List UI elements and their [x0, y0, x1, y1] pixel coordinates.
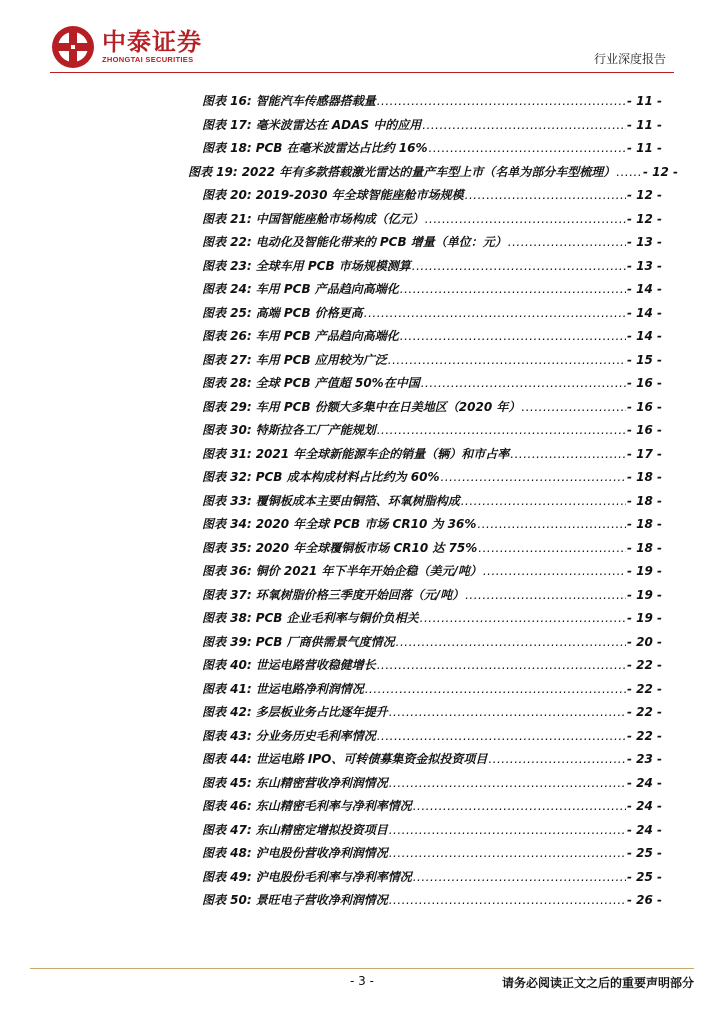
toc-entry-title: 世运电路营收稳健增长	[255, 658, 376, 672]
toc-entry-page: - 25 -	[626, 846, 662, 860]
toc-entry-title: 世运电路 IPO、可转债募集资金拟投资项目	[255, 752, 488, 766]
toc-leader-dots	[377, 423, 626, 437]
toc-entry-title: 2020 年全球 PCB 市场 CR10 为 36%	[255, 517, 477, 531]
toc-entry-number: 图表 20:	[202, 188, 252, 202]
toc-entry-number: 图表 44:	[202, 752, 252, 766]
toc-entry-title: 车用 PCB 产品趋向高端化	[255, 282, 399, 296]
toc-entry-title: 车用 PCB 应用较为广泛	[255, 352, 387, 367]
toc-entry-number: 图表 34:	[202, 517, 252, 531]
toc-entry-page: - 17 -	[626, 446, 662, 461]
toc-entry-page: - 14 -	[626, 305, 662, 320]
toc-entry[interactable]	[202, 515, 662, 535]
toc-entry-number: 图表 31:	[202, 446, 252, 461]
toc-entry-number: 图表 32:	[202, 470, 252, 484]
toc-entry[interactable]	[188, 163, 678, 183]
toc-entry-title: PCB 企业毛利率与铜价负相关	[255, 611, 419, 625]
toc-entry-title: 智能汽车传感器搭载量	[255, 94, 376, 108]
page-number: - 3 -	[350, 974, 374, 988]
toc-entry-title: 全球车用 PCB 市场规模测算	[255, 258, 411, 273]
toc-entry-title: 景旺电子营收净利润情况	[255, 893, 388, 907]
toc-entry-title: 世运电路净利润情况	[255, 681, 364, 696]
toc-entry[interactable]	[202, 327, 662, 347]
toc-entry-page: - 22 -	[626, 658, 662, 672]
toc-entry-title: 环氧树脂价格三季度开始回落（元/吨）	[255, 587, 465, 602]
toc-entry-title: 全球 PCB 产值超 50%在中国	[255, 376, 420, 390]
toc-entry-page: - 20 -	[626, 634, 662, 649]
toc-entry-title: 车用 PCB 份额大多集中在日美地区（2020 年）	[255, 399, 521, 414]
toc-entry[interactable]	[202, 92, 662, 112]
toc-entry-number: 图表 36:	[202, 564, 252, 578]
toc-entry-number: 图表 50:	[202, 893, 252, 907]
toc-entry-number: 图表 46:	[202, 799, 252, 813]
toc-entry-number: 图表 17:	[202, 117, 252, 132]
toc-entry-number: 图表 49:	[202, 869, 252, 884]
toc-leader-dots	[389, 776, 626, 790]
toc-entry-title: 覆铜板成本主要由铜箔、环氧树脂构成	[255, 493, 460, 508]
toc-entry-page: - 12 -	[626, 211, 662, 226]
toc-entry[interactable]	[202, 468, 662, 488]
toc-entry-number: 图表 43:	[202, 728, 252, 743]
toc-leader-dots	[478, 541, 626, 555]
toc-entry-page: - 22 -	[626, 728, 662, 743]
toc-leader-dots	[477, 517, 626, 531]
toc-entry[interactable]	[202, 891, 662, 911]
toc-entry[interactable]	[202, 703, 662, 723]
toc-entry-page: - 24 -	[626, 822, 662, 837]
toc-entry-page: - 19 -	[626, 611, 662, 625]
toc-leader-dots	[389, 846, 626, 860]
toc-entry-title: 2021 年全球新能源车企的销量（辆）和市占率	[255, 446, 510, 461]
toc-entry-page: - 18 -	[626, 540, 662, 555]
toc-entry-title: 多层板业务占比逐年提升	[255, 705, 388, 719]
toc-entry[interactable]	[202, 821, 662, 841]
toc-entry-title: PCB 在毫米波雷达占比约 16%	[255, 141, 428, 155]
toc-entry-page: - 22 -	[626, 705, 662, 719]
toc-entry-page: - 11 -	[626, 117, 662, 132]
toc-entry[interactable]	[202, 797, 662, 817]
toc-entry-number: 图表 18:	[202, 141, 252, 155]
toc-entry-title: 2022 年有多款搭载激光雷达的量产车型上市（名单为部分车型梳理）	[241, 164, 616, 179]
toc-entry-number: 图表 26:	[202, 329, 252, 343]
toc-leader-dots	[364, 306, 626, 320]
toc-leader-dots	[388, 353, 626, 367]
toc-entry-page: - 18 -	[626, 493, 662, 508]
toc-entry-title: 沪电股份毛利率与净利率情况	[255, 869, 412, 884]
toc-entry-number: 图表 37:	[202, 587, 252, 602]
toc-leader-dots	[400, 329, 626, 343]
toc-entry-title: 2020 年全球覆铜板市场 CR10 达 75%	[255, 540, 478, 555]
toc-entry-number: 图表 33:	[202, 493, 252, 508]
toc-entry-title: 东山精密营收净利润情况	[255, 775, 388, 790]
toc-entry[interactable]	[202, 492, 662, 512]
toc-entry-number: 图表 40:	[202, 658, 252, 672]
toc-entry-page: - 11 -	[626, 141, 662, 155]
toc-entry[interactable]	[202, 398, 662, 418]
toc-entry[interactable]	[202, 727, 662, 747]
toc-entry-page: - 11 -	[626, 94, 662, 108]
logo-english-name: ZHONGTAI SECURITIES	[102, 55, 194, 64]
header-divider	[50, 72, 674, 73]
toc-entry[interactable]	[202, 586, 662, 606]
toc-entry-page: - 15 -	[626, 352, 662, 367]
toc-entry-page: - 25 -	[626, 869, 662, 884]
company-logo	[50, 24, 202, 70]
toc-entry[interactable]	[202, 139, 662, 159]
toc-leader-dots	[413, 870, 626, 884]
toc-entry[interactable]	[202, 633, 662, 653]
toc-entry-number: 图表 21:	[202, 211, 252, 226]
toc-entry[interactable]	[202, 233, 662, 253]
toc-entry[interactable]	[202, 445, 662, 465]
toc-entry-title: 特斯拉各工厂产能规划	[255, 423, 376, 437]
zhongtai-logo-icon	[50, 24, 96, 70]
toc-entry-number: 图表 48:	[202, 846, 252, 860]
toc-leader-dots	[389, 823, 626, 837]
toc-leader-dots	[389, 705, 626, 719]
toc-entry[interactable]	[202, 374, 662, 394]
toc-entry[interactable]	[202, 116, 662, 136]
toc-leader-dots	[616, 165, 642, 179]
toc-leader-dots	[420, 611, 626, 625]
toc-leader-dots	[508, 235, 626, 249]
toc-entry-page: - 14 -	[626, 282, 662, 296]
toc-entry-page: - 18 -	[626, 517, 662, 531]
toc-entry[interactable]	[202, 210, 662, 230]
toc-entry-page: - 16 -	[626, 399, 662, 414]
toc-leader-dots	[412, 259, 626, 273]
toc-entry-number: 图表 30:	[202, 423, 252, 437]
toc-entry[interactable]	[202, 868, 662, 888]
toc-entry-page: - 12 -	[626, 188, 662, 202]
toc-entry[interactable]	[202, 421, 662, 441]
toc-entry-title: PCB 厂商供需景气度情况	[255, 634, 395, 649]
toc-entry-title: 分业务历史毛利率情况	[255, 728, 376, 743]
toc-leader-dots	[377, 729, 626, 743]
toc-leader-dots	[389, 893, 626, 907]
toc-leader-dots	[465, 188, 626, 202]
toc-entry-title: 电动化及智能化带来的 PCB 增量（单位：元）	[255, 235, 507, 249]
toc-entry[interactable]	[202, 257, 662, 277]
toc-entry-number: 图表 25:	[202, 305, 252, 320]
toc-entry-number: 图表 35:	[202, 540, 252, 555]
toc-entry-page: - 19 -	[626, 564, 662, 578]
toc-leader-dots	[510, 447, 626, 461]
toc-entry-page: - 16 -	[626, 376, 662, 390]
toc-entry-title: 毫米波雷达在 ADAS 中的应用	[255, 117, 422, 132]
toc-leader-dots	[377, 94, 626, 108]
report-type-label: 行业深度报告	[593, 52, 666, 66]
toc-leader-dots	[400, 282, 626, 296]
toc-entry-number: 图表 23:	[202, 258, 252, 273]
toc-entry-title: 东山精密毛利率与净利率情况	[255, 799, 412, 813]
toc-leader-dots	[396, 635, 626, 649]
toc-entry[interactable]	[202, 304, 662, 324]
toc-entry-page: - 22 -	[626, 681, 662, 696]
toc-entry-page: - 12 -	[642, 164, 678, 179]
toc-entry-number: 图表 39:	[202, 634, 252, 649]
toc-entry-title: 车用 PCB 产品趋向高端化	[255, 329, 399, 343]
toc-leader-dots	[521, 400, 626, 414]
toc-entry-number: 图表 24:	[202, 282, 252, 296]
toc-entry[interactable]	[202, 656, 662, 676]
toc-entry-page: - 16 -	[626, 423, 662, 437]
toc-entry-number: 图表 22:	[202, 235, 252, 249]
toc-entry-page: - 13 -	[626, 235, 662, 249]
toc-entry-page: - 26 -	[626, 893, 662, 907]
toc-leader-dots	[377, 658, 626, 672]
toc-entry[interactable]	[202, 539, 662, 559]
toc-entry-page: - 13 -	[626, 258, 662, 273]
logo-chinese-name: 中泰证券	[102, 28, 202, 56]
toc-entry-number: 图表 47:	[202, 822, 252, 837]
toc-leader-dots	[441, 470, 626, 484]
toc-entry-number: 图表 28:	[202, 376, 252, 390]
toc-entry[interactable]	[202, 280, 662, 300]
toc-entry-page: - 23 -	[626, 752, 662, 766]
toc-entry[interactable]	[202, 774, 662, 794]
toc-entry[interactable]	[202, 680, 662, 700]
toc-entry-title: PCB 成本构成材料占比约为 60%	[255, 470, 440, 484]
toc-entry-title: 中国智能座舱市场构成（亿元）	[255, 211, 424, 226]
toc-leader-dots	[413, 799, 626, 813]
toc-entry-title: 东山精密定增拟投资项目	[255, 822, 388, 837]
toc-entry[interactable]	[202, 750, 662, 770]
toc-entry[interactable]	[202, 609, 662, 629]
toc-entry[interactable]	[202, 186, 662, 206]
toc-entry-number: 图表 42:	[202, 705, 252, 719]
toc-entry[interactable]	[202, 351, 662, 371]
toc-entry-title: 铜价 2021 年下半年开始企稳（美元/吨）	[255, 564, 482, 578]
toc-entry-number: 图表 38:	[202, 611, 252, 625]
toc-entry-number: 图表 27:	[202, 352, 252, 367]
footer-disclaimer: 请务必阅读正文之后的重要声明部分	[501, 976, 694, 990]
toc-entry-page: - 24 -	[626, 775, 662, 790]
toc-entry-title: 沪电股份营收净利润情况	[255, 846, 388, 860]
toc-entry-number: 图表 29:	[202, 399, 252, 414]
toc-entry[interactable]	[202, 844, 662, 864]
toc-entry-number: 图表 19:	[188, 164, 238, 179]
toc-leader-dots	[488, 752, 626, 766]
toc-leader-dots	[425, 212, 626, 226]
toc-entry-page: - 24 -	[626, 799, 662, 813]
toc-leader-dots	[422, 118, 626, 132]
page-header	[0, 0, 724, 74]
toc-entry-number: 图表 41:	[202, 681, 252, 696]
toc-leader-dots	[365, 682, 626, 696]
toc-entry-page: - 19 -	[626, 587, 662, 602]
toc-leader-dots	[465, 588, 626, 602]
toc-entry-number: 图表 16:	[202, 94, 252, 108]
toc-leader-dots	[421, 376, 626, 390]
toc-entry-title: 高端 PCB 价格更高	[255, 305, 363, 320]
toc-entry[interactable]	[202, 562, 662, 582]
toc-entry-title: 2019-2030 年全球智能座舱市场规模	[255, 188, 464, 202]
toc-leader-dots	[461, 494, 626, 508]
toc-entry-number: 图表 45:	[202, 775, 252, 790]
toc-entry-page: - 14 -	[626, 329, 662, 343]
footer-divider	[30, 968, 694, 969]
toc-leader-dots	[483, 564, 626, 578]
toc-entry-page: - 18 -	[626, 470, 662, 484]
toc-leader-dots	[429, 141, 626, 155]
